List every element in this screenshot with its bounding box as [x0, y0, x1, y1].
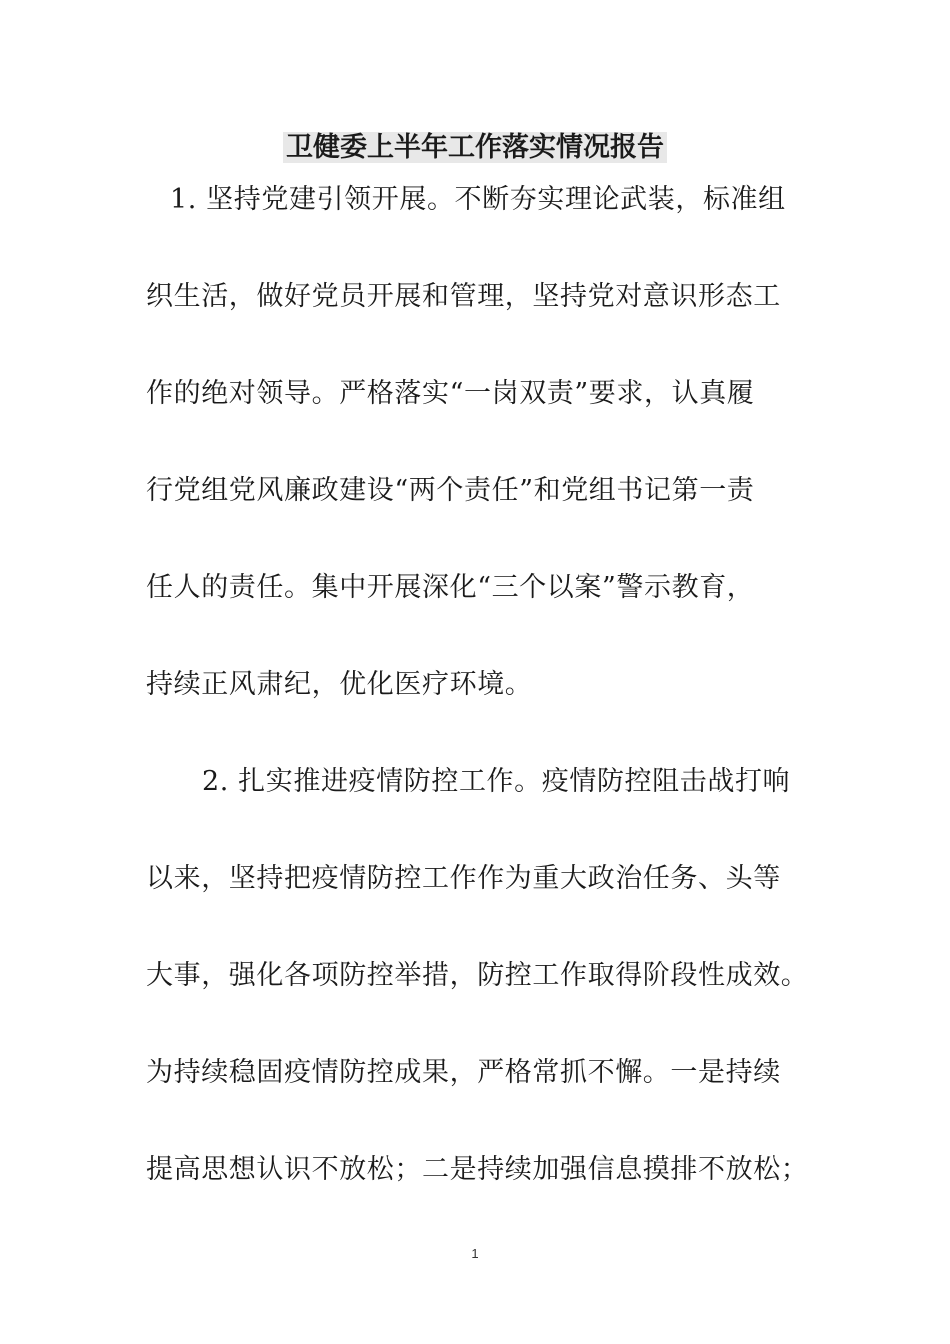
document-title [0, 128, 950, 168]
paragraph-2-line-5: 提高思想认识不放松；二是持续加强信息摸排不放松； [146, 1154, 809, 1185]
paragraph-1-line-4: 行党组党风廉政建设“两个责任”和党组书记第一责 [146, 475, 755, 506]
document-title-text: 卫健委上半年工作落实情况报告 [283, 132, 667, 163]
paragraph-2-line-4: 为持续稳固疫情防控成果，严格常抓不懈。一是持续 [146, 1057, 781, 1088]
paragraph-1-line-6: 持续正风肃纪，优化医疗环境。 [146, 669, 533, 700]
paragraph-2-line-2: 以来，坚持把疫情防控工作作为重大政治任务、头等 [146, 863, 781, 894]
paragraph-1-line-5: 任人的责任。集中开展深化“三个以案”警示教育， [146, 572, 755, 603]
paragraph-1-line-3: 作的绝对领导。严格落实“一岗双责”要求，认真履 [146, 378, 755, 409]
paragraph-2-line-3: 大事，强化各项防控举措，防控工作取得阶段性成效。 [146, 960, 809, 991]
paragraph-1-line-2: 织生活，做好党员开展和管理，坚持党对意识形态工 [146, 281, 781, 312]
page-number: 1 [471, 1246, 479, 1261]
paragraph-1-line-1: 1. 坚持党建引领开展。不断夯实理论武装，标准组 [170, 184, 786, 215]
paragraph-2-line-1: 2. 扎实推进疫情防控工作。疫情防控阻击战打响 [202, 766, 791, 797]
